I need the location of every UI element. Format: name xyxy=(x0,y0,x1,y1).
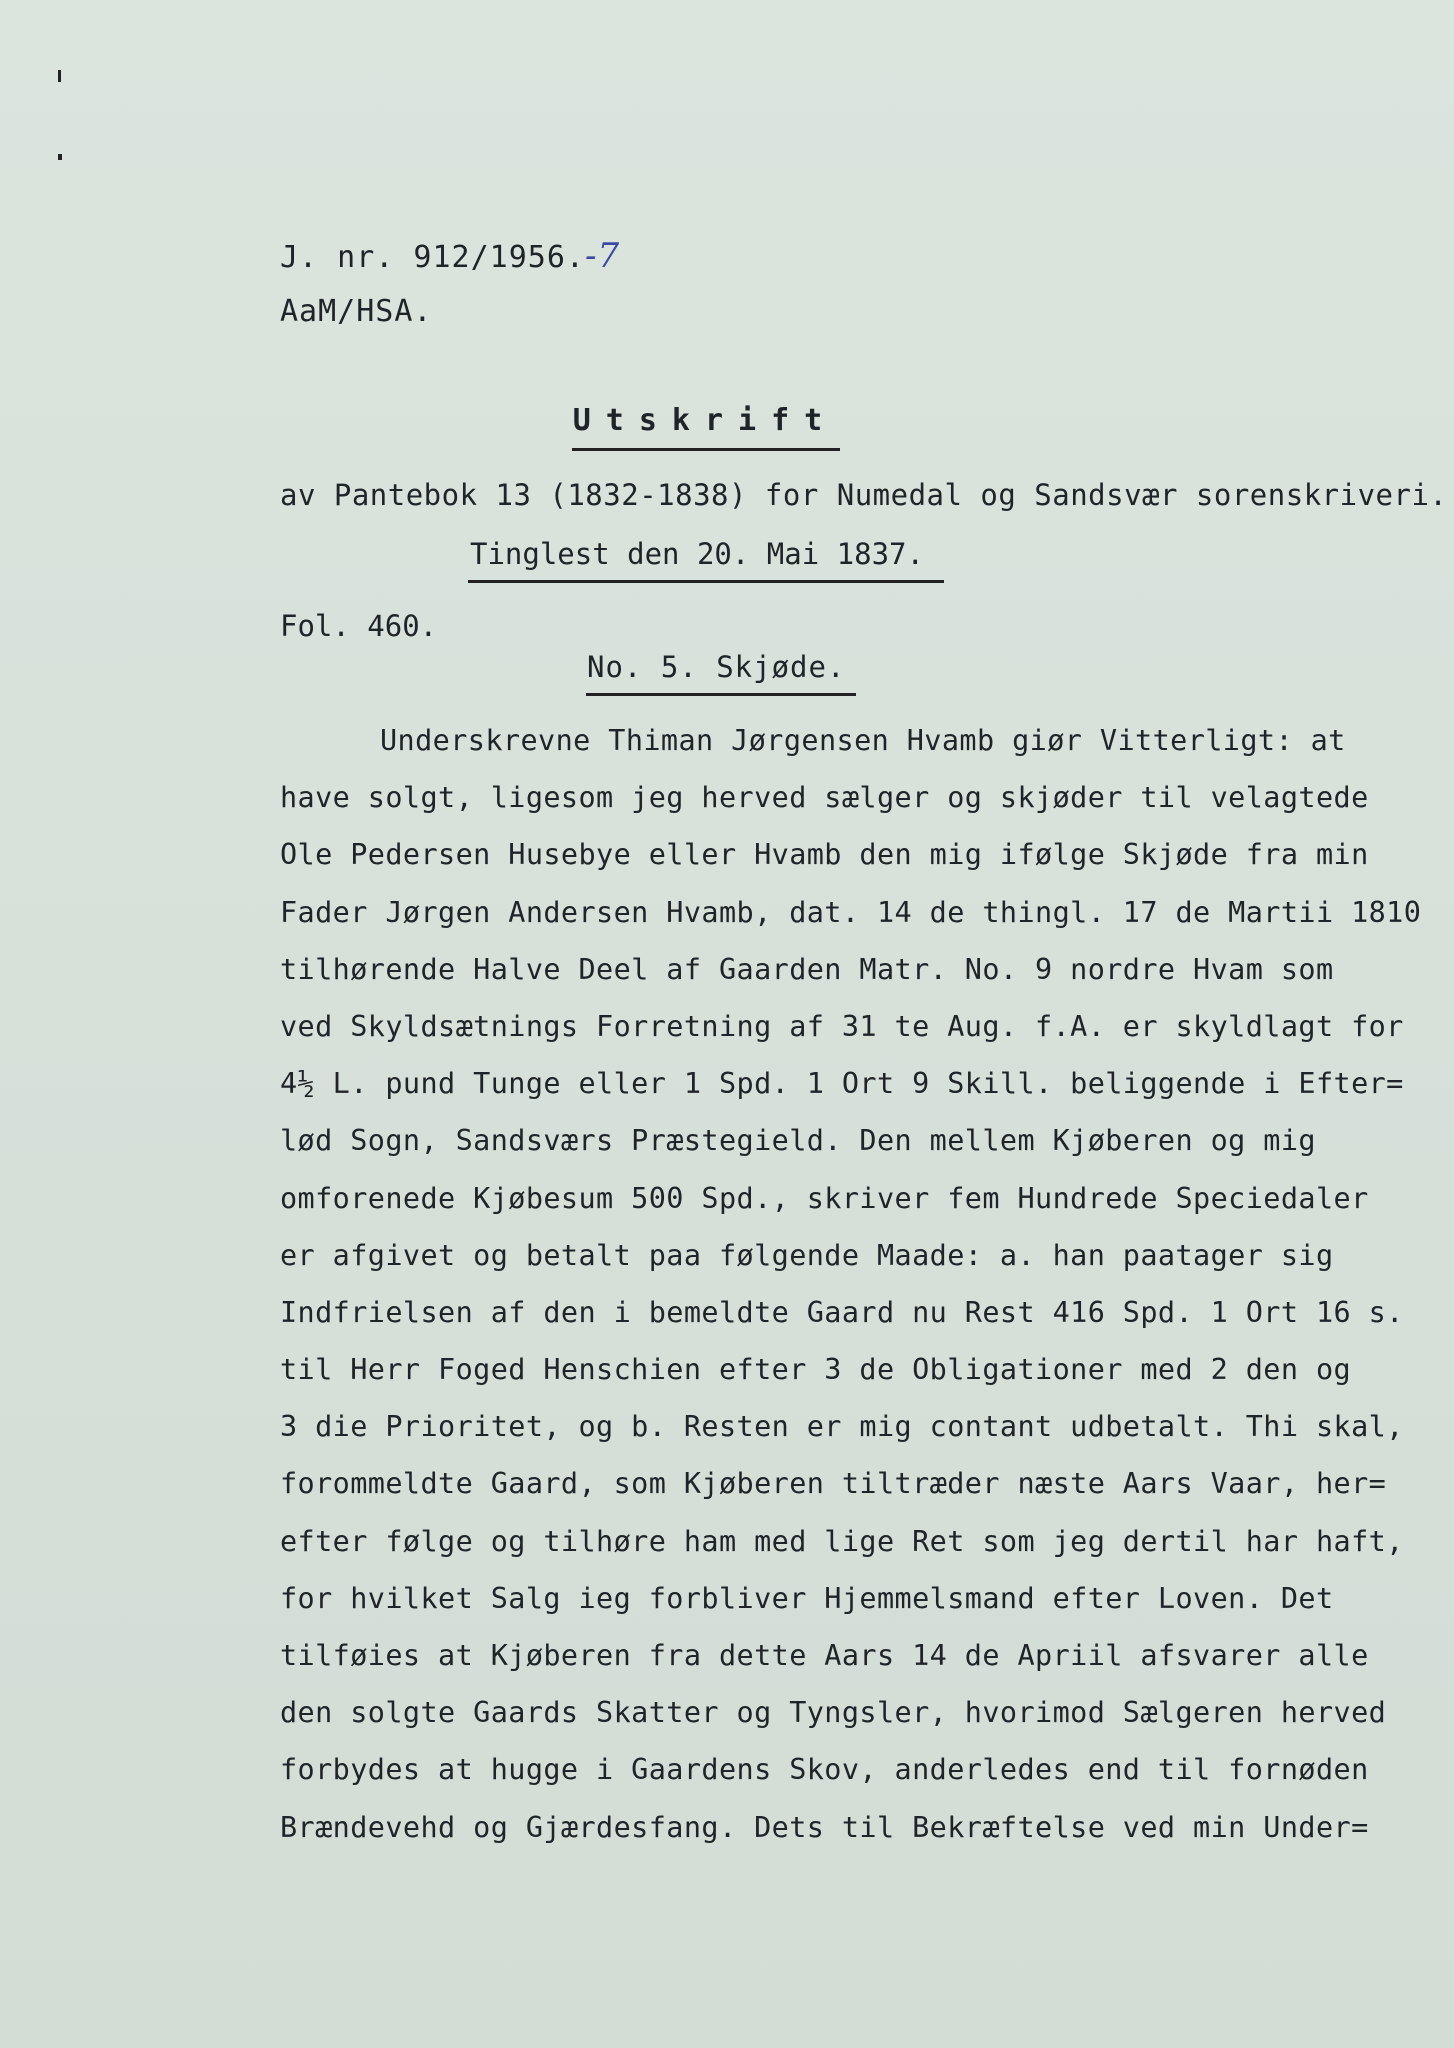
deed-heading: No. 5. Skjøde. xyxy=(587,650,846,684)
body-line: Ole Pedersen Husebye eller Hvamb den mig ifølge Skjøde fra min xyxy=(280,838,1369,872)
body-line: 4½ L. pund Tunge eller 1 Spd. 1 Ort 9 Skill. beliggende i Efter= xyxy=(280,1067,1404,1101)
document-subtitle: av Pantebok 13 (1832-1838) for Numedal og Sandsvær sorenskriveri. xyxy=(280,478,1448,512)
body-line: tilhørende Halve Deel af Gaarden Matr. No. 9 nordre Hvam som xyxy=(280,952,1334,986)
journal-ref-text: J. nr. 912/1956. xyxy=(280,240,585,275)
deed-body xyxy=(280,712,1420,1856)
document-title: Utskrift xyxy=(572,403,838,438)
body-line: den solgte Gaards Skatter og Tyngsler, hvorimod Sælgeren herved xyxy=(280,1696,1387,1730)
folio-number: Fol. 460. xyxy=(280,609,438,643)
body-line: er afgivet og betalt paa følgende Maade: a. han paatager sig xyxy=(280,1238,1334,1272)
journal-ref-handwritten: -7 xyxy=(584,236,621,276)
body-line: Indfrielsen af den i bemeldte Gaard nu Rest 416 Spd. 1 Ort 16 s. xyxy=(280,1295,1404,1329)
body-line: ved Skyldsætnings Forretning af 31 te Aug. f.A. er skyldlagt for xyxy=(280,1009,1404,1043)
registration-date: Tinglest den 20. Mai 1837. xyxy=(470,537,924,571)
edge-mark xyxy=(58,154,62,160)
body-line: 3 die Prioritet, og b. Resten er mig contant udbetalt. Thi skal, xyxy=(280,1410,1404,1444)
body-line: tilføies at Kjøberen fra dette Aars 14 de Apriil afsvarer alle xyxy=(280,1639,1369,1672)
body-line: for hvilket Salg ieg forbliver Hjemmelsmand efter Loven. Det xyxy=(280,1581,1334,1615)
body-line: omforenede Kjøbesum 500 Spd., skriver fem Hundrede Speciedaler xyxy=(280,1181,1369,1215)
journal-reference xyxy=(280,236,620,276)
edge-mark xyxy=(58,70,61,82)
body-line: forbydes at hugge i Gaardens Skov, anderledes end til fornøden xyxy=(280,1753,1369,1787)
body-line: forommeldte Gaard, som Kjøberen tiltræder næste Aars Vaar, her= xyxy=(280,1467,1387,1501)
body-line: Brændevehd og Gjærdesfang. Dets til Bekræftelse ved min Under= xyxy=(280,1810,1369,1844)
body-line: til Herr Foged Henschien efter 3 de Obligationer med 2 den og xyxy=(280,1353,1352,1387)
body-line: efter følge og tilhøre ham med lige Ret som jeg dertil har haft, xyxy=(280,1524,1404,1558)
body-line: Fader Jørgen Andersen Hvamb, dat. 14 de thingl. 17 de Martii 1810 xyxy=(280,895,1422,929)
body-line: have solgt, ligesom jeg herved sælger og skjøder til velagtede xyxy=(280,781,1369,815)
body-line: Underskrevne Thiman Jørgensen Hvamb giør Vitterligt: at xyxy=(380,724,1346,757)
title-underline xyxy=(572,448,840,451)
registration-underline xyxy=(468,580,944,583)
body-line: lød Sogn, Sandsværs Præstegield. Den mellem Kjøberen og mig xyxy=(280,1124,1316,1158)
initials: AaM/HSA. xyxy=(280,294,433,329)
deed-heading-underline xyxy=(586,693,856,696)
